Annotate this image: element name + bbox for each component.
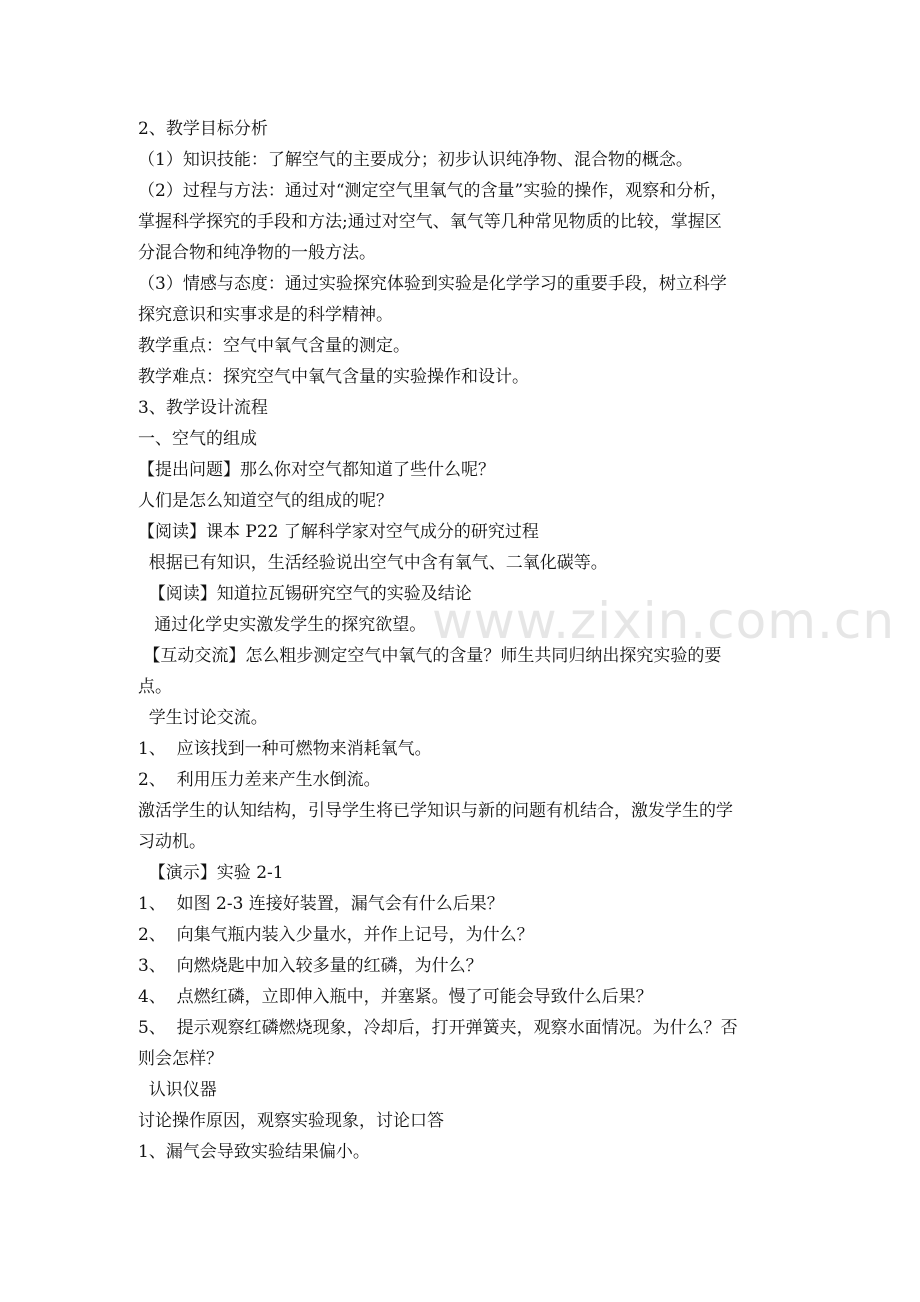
goal-attitude-line-2: 探究意识和实事求是的科学精神。 (138, 305, 393, 325)
answer-1: 1、漏气会导致实验结果偏小。 (138, 1142, 370, 1162)
interaction-line-2: 点。 (138, 677, 172, 697)
activation-line-2: 习动机。 (138, 832, 206, 852)
recognize-instruments: 认识仪器 (138, 1080, 217, 1100)
goal-process-line-2: 掌握科学探究的手段和方法;通过对空气、氧气等几种常见物质的比较，掌握区 (138, 212, 722, 232)
demo-step-5-line-2: 则会怎样？ (138, 1049, 223, 1069)
subsection-heading-air: 一、空气的组成 (138, 429, 257, 449)
demo-step-5-line-1: 5、 提示观察红磷燃烧现象，冷却后，打开弹簧夹，观察水面情况。为什么？否 (138, 1018, 738, 1038)
reading-history: 通过化学史实激发学生的探究欲望。 (138, 615, 427, 635)
student-discussion: 学生讨论交流。 (138, 708, 268, 728)
question-followup: 人们是怎么知道空气的组成的呢？ (138, 491, 393, 511)
document-body (138, 114, 788, 1168)
goal-process-line-1: （2）过程与方法：通过对“测定空气里氧气的含量”实验的操作，观察和分析， (138, 181, 728, 201)
goal-process-line-3: 分混合物和纯净物的一般方法。 (138, 243, 376, 263)
reading-lavoisier: 【阅读】知道拉瓦锡研究空气的实验及结论 (138, 584, 472, 604)
watermark-text: www.zixin.com.cn (432, 592, 896, 650)
section-heading-flow: 3、教学设计流程 (138, 398, 268, 418)
list-item-2: 2、 利用压力差来产生水倒流。 (138, 770, 381, 790)
teaching-difficulty: 教学难点：探究空气中氧气含量的实验操作和设计。 (138, 367, 529, 387)
teaching-key-point: 教学重点：空气中氧气含量的测定。 (138, 336, 410, 356)
activation-line-1: 激活学生的认知结构，引导学生将已学知识与新的问题有机结合，激发学生的学 (138, 801, 733, 821)
reading-textbook: 【阅读】课本 P22 了解科学家对空气成分的研究过程 (138, 522, 539, 542)
section-heading-goals: 2、教学目标分析 (138, 119, 268, 139)
discussion-prompt: 讨论操作原因，观察实验现象，讨论口答 (138, 1111, 444, 1131)
list-item-1: 1、 应该找到一种可燃物来消耗氧气。 (138, 739, 432, 759)
demo-heading: 【演示】实验 2-1 (138, 863, 284, 883)
interaction-line-1: 【互动交流】怎么粗步测定空气中氧气的含量？师生共同归纳出探究实验的要 (138, 646, 722, 666)
demo-step-2: 2、 向集气瓶内装入少量水，并作上记号，为什么？ (138, 925, 534, 945)
reading-knowledge: 根据已有知识，生活经验说出空气中含有氧气、二氧化碳等。 (138, 553, 608, 573)
goal-knowledge: （1）知识技能：了解空气的主要成分；初步认识纯净物、混合物的概念。 (138, 150, 693, 170)
demo-step-1: 1、 如图 2-3 连接好装置，漏气会有什么后果？ (138, 894, 504, 914)
demo-step-4: 4、 点燃红磷，立即伸入瓶中，并塞紧。慢了可能会导致什么后果？ (138, 987, 653, 1007)
demo-step-3: 3、 向燃烧匙中加入较多量的红磷，为什么？ (138, 956, 483, 976)
goal-attitude-line-1: （3）情感与态度：通过实验探究体验到实验是化学学习的重要手段，树立科学 (138, 274, 727, 294)
question-prompt: 【提出问题】那么你对空气都知道了些什么呢？ (138, 460, 495, 480)
